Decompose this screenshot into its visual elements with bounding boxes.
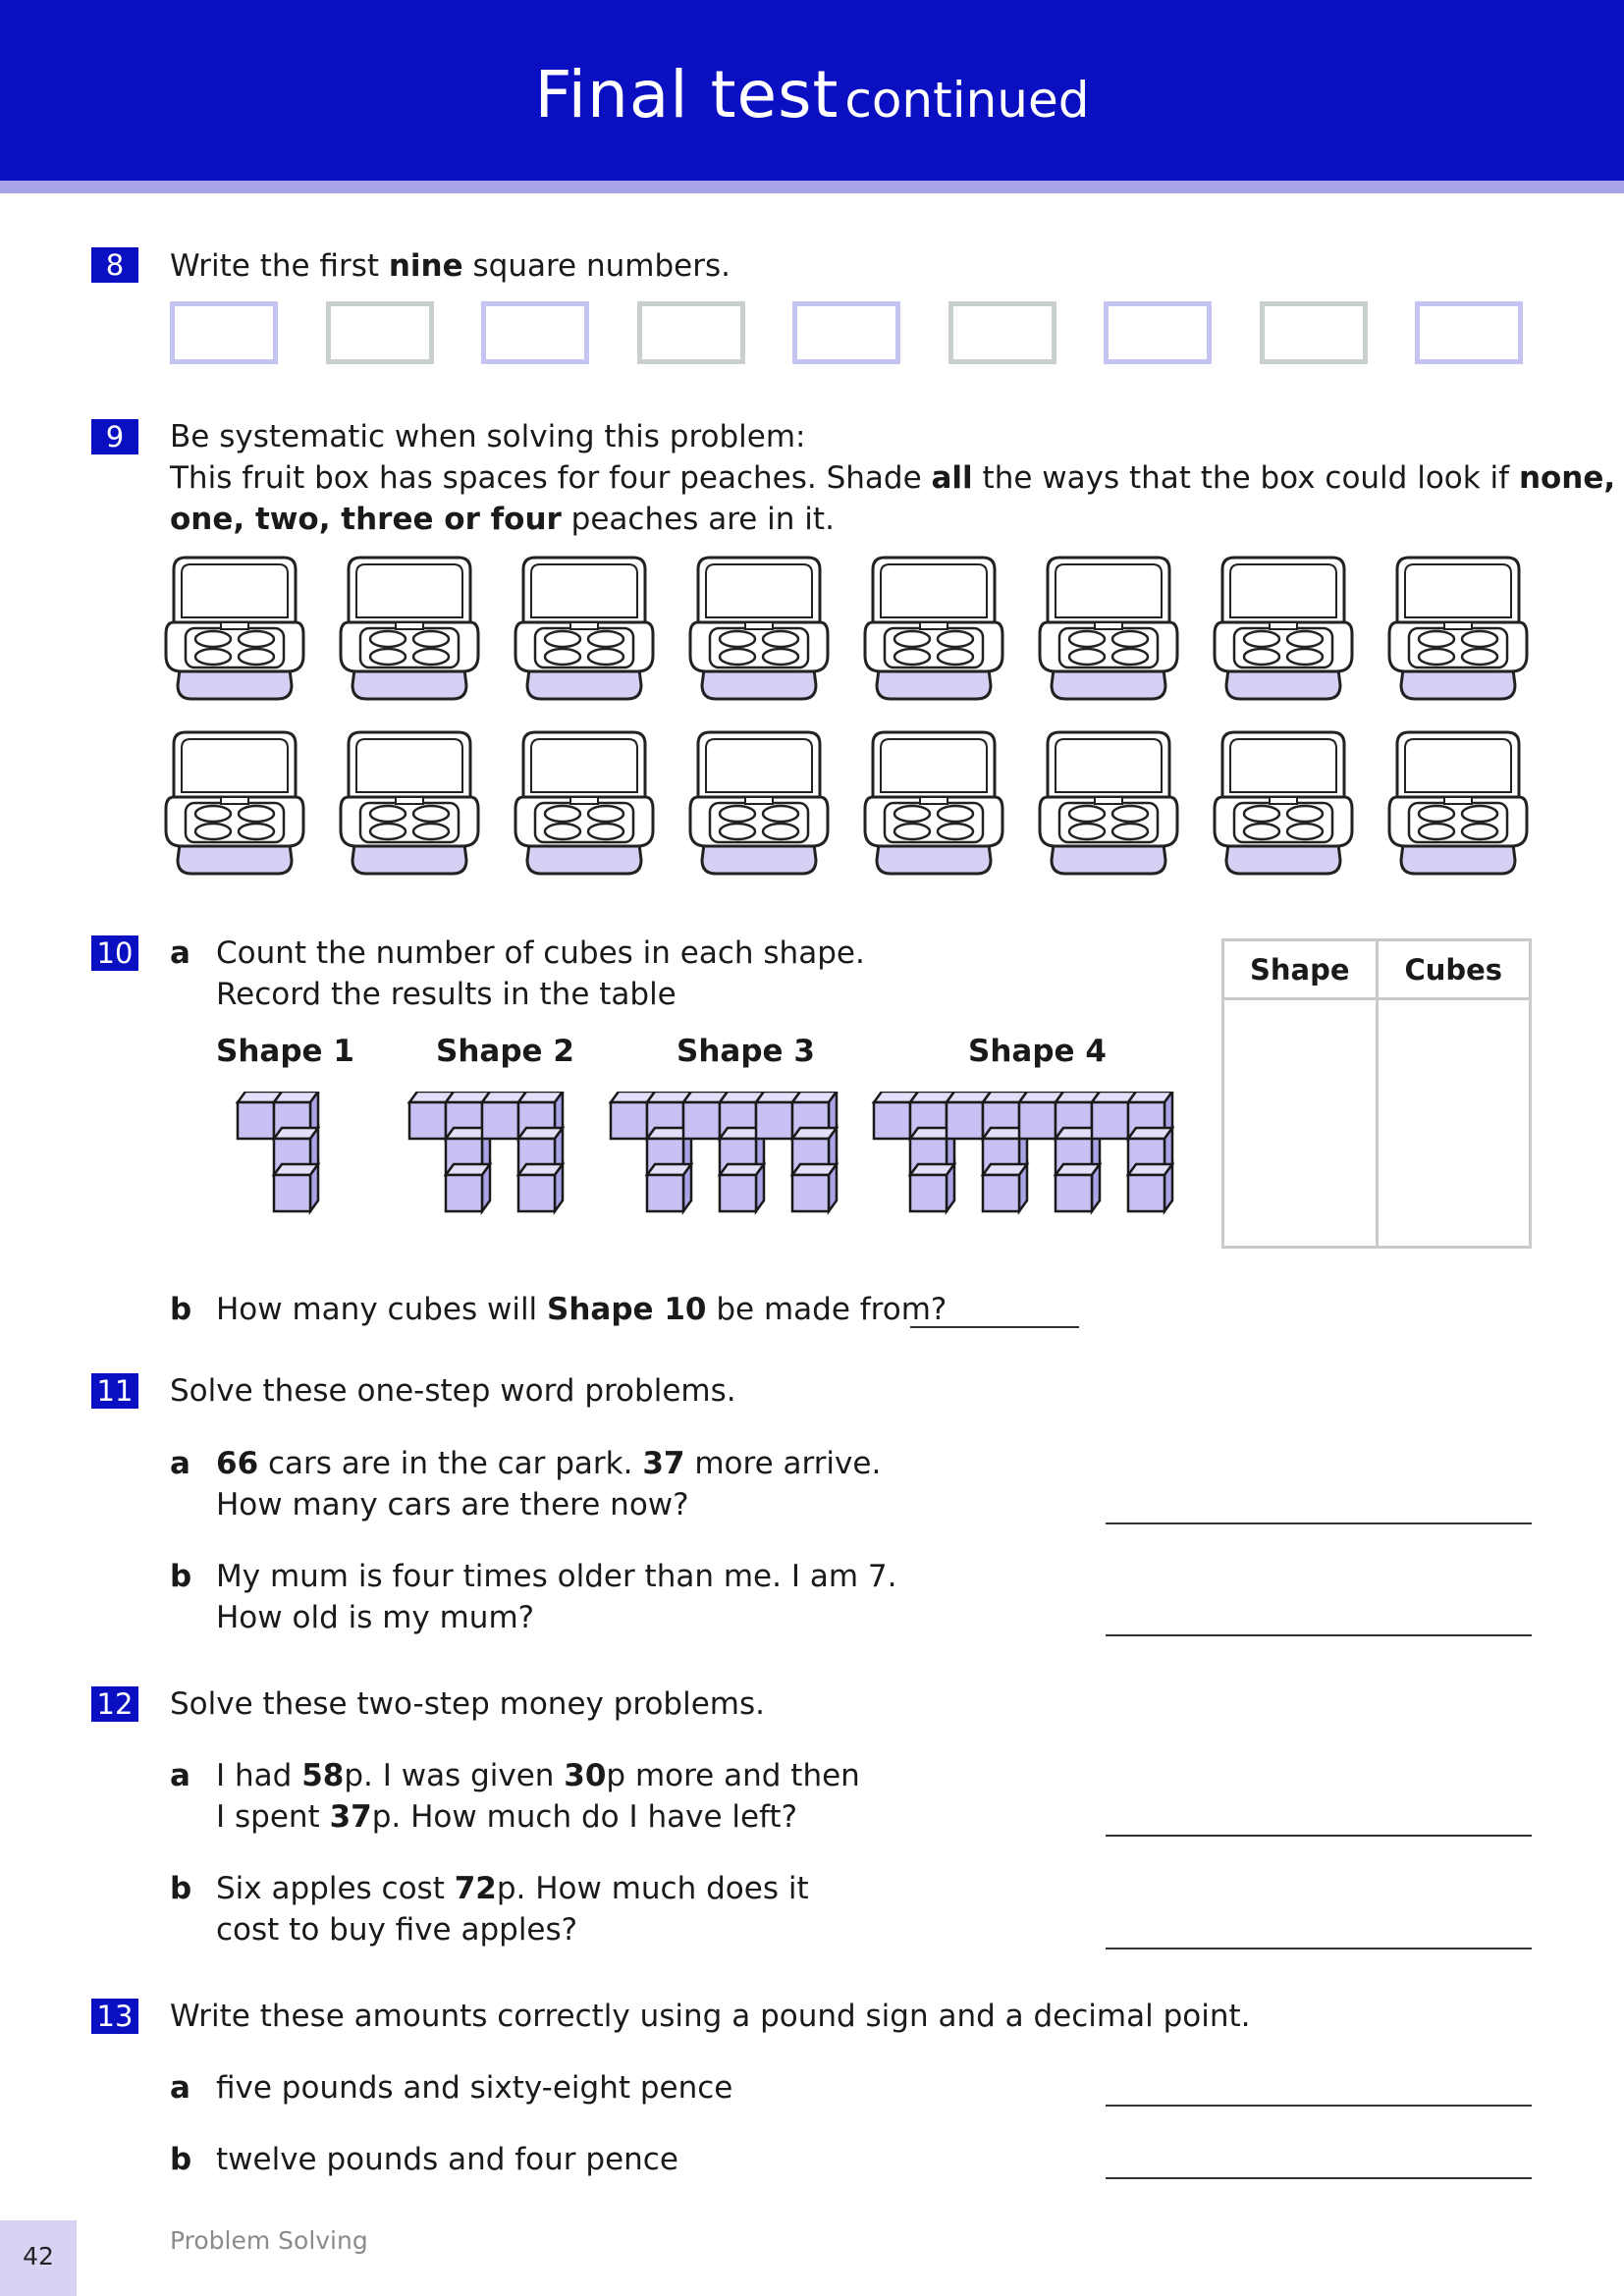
q12-b-label: b — [170, 1871, 192, 1906]
q13-b-answer-line[interactable] — [1106, 2177, 1532, 2179]
q9-line-3: one, two, three or four peaches are in it. — [170, 502, 835, 537]
q12-b-line-1: Six apples cost 72p. How much does it — [216, 1871, 809, 1906]
q13-intro: Write these amounts correctly using a pound sign and a decimal point. — [170, 1999, 1251, 2034]
shape-3-cubes — [611, 1092, 837, 1211]
fruit-box-icon[interactable] — [166, 558, 303, 699]
fruit-box-icon[interactable] — [1040, 558, 1177, 699]
table-cell-cubes[interactable] — [1377, 999, 1531, 1248]
title-sub: continued — [844, 72, 1090, 129]
header-strip — [0, 181, 1624, 193]
q11-a-answer-line[interactable] — [1106, 1522, 1532, 1524]
q13-a-label: a — [170, 2070, 190, 2106]
results-table — [1221, 938, 1532, 1249]
fruit-box-icon[interactable] — [515, 558, 653, 699]
fruit-box-row-2 — [166, 732, 1527, 874]
q11-b-label: b — [170, 1559, 192, 1594]
q10-line-1: Count the number of cubes in each shape. — [216, 935, 865, 971]
q11-b-line-2: How old is my mum? — [216, 1600, 535, 1635]
square-number-box-2[interactable] — [326, 301, 434, 364]
square-number-box-8[interactable] — [1260, 301, 1368, 364]
table-cell-shape[interactable] — [1223, 999, 1378, 1248]
q12-a-answer-line[interactable] — [1106, 1835, 1532, 1837]
q12-b-answer-line[interactable] — [1106, 1948, 1532, 1949]
fruit-box-icon[interactable] — [341, 732, 478, 874]
page-title — [0, 57, 1624, 133]
fruit-box-icon[interactable] — [166, 732, 303, 874]
table-header-cubes: Cubes — [1377, 940, 1531, 999]
footer-book-title: Problem Solving — [170, 2226, 368, 2255]
square-number-box-1[interactable] — [170, 301, 278, 364]
square-number-box-4[interactable] — [637, 301, 745, 364]
shape-1-label: Shape 1 — [216, 1034, 354, 1069]
q10-b-answer-line[interactable] — [910, 1326, 1079, 1328]
q10-part-b-label: b — [170, 1292, 192, 1327]
shape-2-cubes — [409, 1092, 563, 1211]
question-number-8: 8 — [91, 247, 138, 283]
question-number-9: 9 — [91, 419, 138, 454]
shape-3-label: Shape 3 — [677, 1034, 815, 1069]
q11-b-answer-line[interactable] — [1106, 1634, 1532, 1636]
q12-b-line-2: cost to buy five apples? — [216, 1912, 578, 1948]
question-number-12: 12 — [91, 1686, 138, 1722]
q12-a-line-2: I spent 37p. How much do I have left? — [216, 1799, 798, 1835]
shape-4-label: Shape 4 — [968, 1034, 1107, 1069]
fruit-box-icon[interactable] — [341, 558, 478, 699]
q13-b-text: twelve pounds and four pence — [216, 2142, 678, 2177]
fruit-box-icon[interactable] — [515, 732, 653, 874]
q13-a-text: five pounds and sixty-eight pence — [216, 2070, 733, 2106]
q11-a-label: a — [170, 1446, 190, 1481]
fruit-box-icon[interactable] — [865, 732, 1002, 874]
fruit-box-icon[interactable] — [690, 732, 828, 874]
fruit-box-icon[interactable] — [1215, 558, 1352, 699]
q8-text: Write the first nine square numbers. — [170, 248, 731, 284]
question-number-13: 13 — [91, 1999, 138, 2034]
q9-line-2: This fruit box has spaces for four peaches. Shade all the ways that the box could look if none, — [170, 460, 1616, 496]
fruit-box-icon[interactable] — [1389, 558, 1527, 699]
cube-shapes — [226, 1092, 1188, 1229]
fruit-box-icon[interactable] — [1040, 732, 1177, 874]
q13-b-label: b — [170, 2142, 192, 2177]
fruit-box-grid — [147, 545, 1542, 898]
q10-part-a-label: a — [170, 935, 190, 971]
q11-b-line-1: My mum is four times older than me. I am 7. — [216, 1559, 897, 1594]
square-number-box-3[interactable] — [481, 301, 589, 364]
shape-4-cubes — [874, 1092, 1172, 1211]
q13-a-answer-line[interactable] — [1106, 2105, 1532, 2107]
q11-a-line-2: How many cars are there now? — [216, 1487, 689, 1522]
q12-a-label: a — [170, 1758, 190, 1793]
title-main: Final test — [534, 57, 839, 133]
fruit-box-icon[interactable] — [690, 558, 828, 699]
q9-line-1: Be systematic when solving this problem: — [170, 419, 806, 454]
square-number-box-9[interactable] — [1415, 301, 1523, 364]
square-number-box-5[interactable] — [792, 301, 900, 364]
question-number-10: 10 — [91, 935, 138, 971]
q11-a-line-1: 66 cars are in the car park. 37 more arrive. — [216, 1446, 882, 1481]
question-number-11: 11 — [91, 1373, 138, 1409]
page-number: 42 — [23, 2242, 54, 2270]
shape-2-label: Shape 2 — [436, 1034, 574, 1069]
square-number-box-7[interactable] — [1104, 301, 1212, 364]
q12-a-line-1: I had 58p. I was given 30p more and then — [216, 1758, 860, 1793]
fruit-box-row-1 — [166, 558, 1527, 699]
fruit-box-icon[interactable] — [865, 558, 1002, 699]
table-header-shape: Shape — [1223, 940, 1378, 999]
q11-intro: Solve these one-step word problems. — [170, 1373, 736, 1409]
q10-line-2: Record the results in the table — [216, 977, 677, 1012]
square-number-box-6[interactable] — [948, 301, 1056, 364]
fruit-box-icon[interactable] — [1389, 732, 1527, 874]
shape-1-cubes — [238, 1092, 318, 1211]
q12-intro: Solve these two-step money problems. — [170, 1686, 765, 1722]
q10-b-text: How many cubes will Shape 10 be made from? — [216, 1292, 947, 1327]
fruit-box-icon[interactable] — [1215, 732, 1352, 874]
